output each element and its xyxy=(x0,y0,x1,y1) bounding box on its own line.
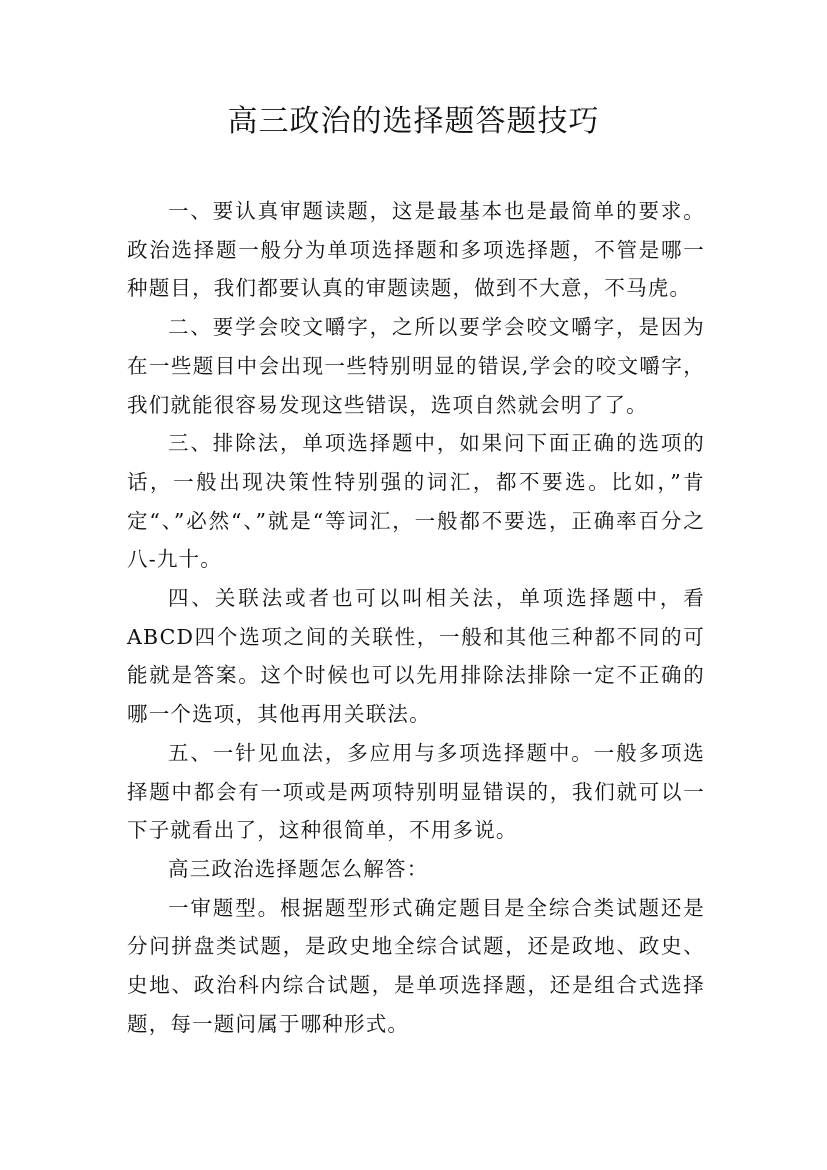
document-title: 高三政治的选择题答题技巧 xyxy=(227,104,600,139)
paragraph-2: 二、要学会咬文嚼字，之所以要学会咬文嚼字，是因为在一些题目中会出现一些特别明显的错误,学会的咬文嚼字，我们就能很容易发现这些错误，选项自然就会明了了。 xyxy=(127,315,705,417)
paragraph-7: 一审题型。根据题型形式确定题目是全综合类试题还是分问拼盘类试题，是政史地全综合试题，还是政地、政史、史地、政治科内综合试题，是单项选择题，还是组合式选择题，每一题问属于哪种形式。 xyxy=(127,895,705,1036)
paragraph-4: 四、关联法或者也可以叫相关法，单项选择题中，看ABCD四个选项之间的关联性，一般和其他三种都不同的可能就是答案。这个时候也可以先用排除法排除一定不正确的哪一个选项，其他再用关联法。 xyxy=(127,586,705,727)
paragraph-3: 三、排除法，单项选择题中，如果问下面正确的选项的话，一般出现决策性特别强的词汇，都不要选。比如，”肯定“、”必然“、”就是“等词汇，一般都不要选，正确率百分之八-九十。 xyxy=(127,431,705,572)
paragraph-5: 五、一针见血法，多应用与多项选择题中。一般多项选择题中都会有一项或是两项特别明显错误的，我们就可以一下子就看出了，这种很简单，不用多说。 xyxy=(127,740,705,843)
document-body xyxy=(127,192,705,1043)
paragraph-6-heading: 高三政治选择题怎么解答： xyxy=(168,856,429,881)
paragraph-1: 一、要认真审题读题，这是最基本也是最简单的要求。政治选择题一般分为单项选择题和多项选择题，不管是哪一种题目，我们都要认真的审题读题，做到不大意，不马虎。 xyxy=(127,199,705,301)
